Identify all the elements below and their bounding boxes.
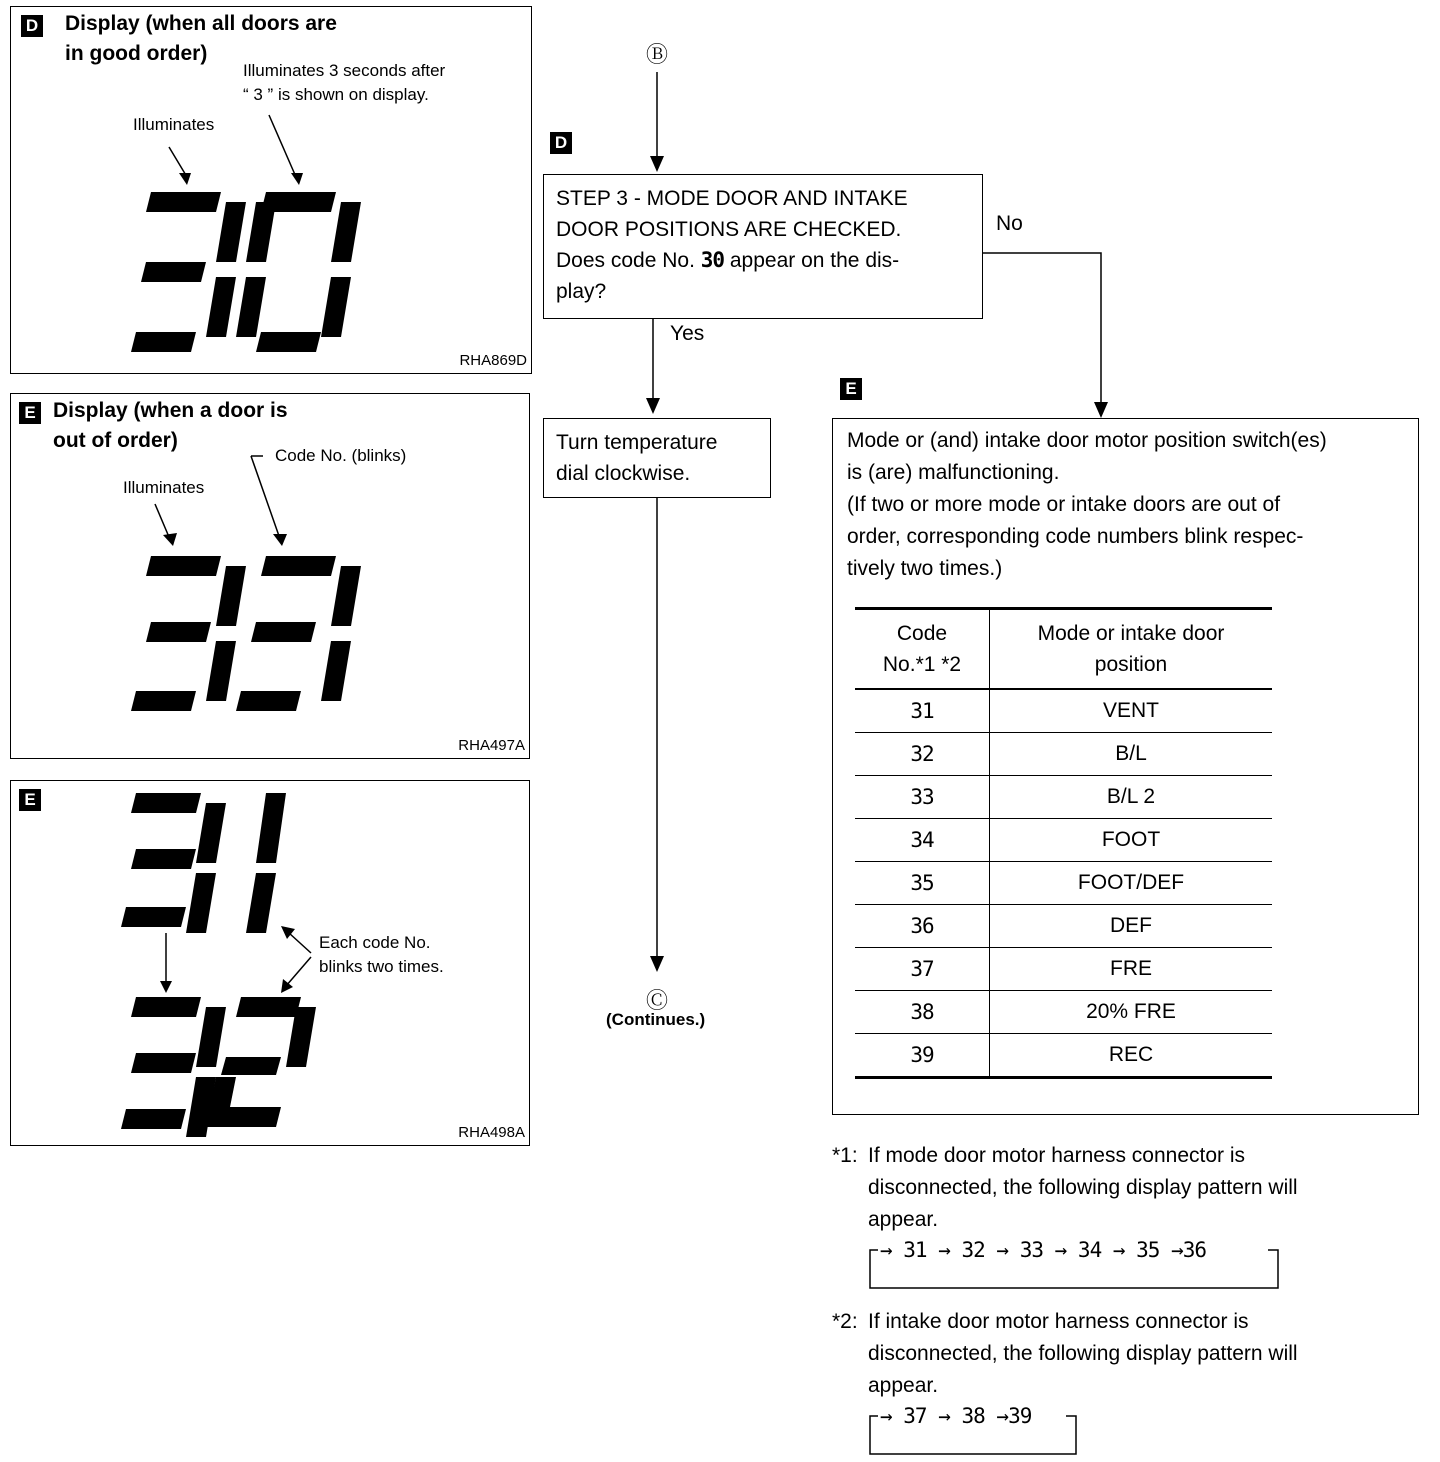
panel-title-line: Display (when all doors are (65, 12, 337, 35)
table-row: 31 VENT (855, 689, 1272, 733)
box-line: Turn temperature (556, 431, 718, 454)
table-row: 36 DEF (855, 905, 1272, 948)
footnote-2-mark: *2: (832, 1310, 858, 1333)
result-badge: E (840, 378, 862, 400)
table-row: 39 REC (855, 1034, 1272, 1078)
result-line: (If two or more mode or intake doors are out of (847, 493, 1281, 516)
footnote-2-text: If intake door motor harness connector is disconnected, the following display pattern will appear. (868, 1310, 1298, 1397)
annotation-illuminates: Illuminates (123, 478, 205, 497)
step-badge: D (550, 132, 572, 154)
figure-ref: RHA498A (458, 1124, 525, 1141)
code-30: 30 (700, 248, 725, 272)
panel-title-line: in good order) (65, 42, 208, 65)
panel-title-line: Display (when a door is (53, 399, 288, 422)
table-row: 37 FRE (855, 948, 1272, 991)
annotation-each-code: Each code No. (319, 933, 431, 952)
box-line: dial clockwise. (556, 462, 691, 485)
result-line: is (are) malfunctioning. (847, 461, 1060, 484)
start-marker-b: Ⓑ (646, 42, 669, 67)
footnote-1-text: If mode door motor harness connector is disconnected, the following display pattern will appear. (868, 1144, 1298, 1231)
step-question-end: play? (556, 280, 607, 303)
footnote-2-pattern: → 37 → 38 →39 (880, 1404, 1032, 1428)
table-row: 32 B/L (855, 733, 1272, 776)
table-row: 35 FOOT/DEF (855, 862, 1272, 905)
panel-title-line: out of order) (53, 429, 178, 452)
panel-badge: E (19, 402, 41, 424)
footnote-1-pattern: → 31 → 32 → 33 → 34 → 35 →36 (880, 1238, 1207, 1262)
result-line: tively two times.) (847, 557, 1003, 580)
no-label: No (996, 212, 1023, 235)
table-row: 38 20% FRE (855, 991, 1272, 1034)
table-header: Code No.*1 *2 Mode or intake door position (855, 609, 1272, 690)
table-row: 33 B/L 2 (855, 776, 1272, 819)
annotation-shown-on-display: “ 3 ” is shown on display. (243, 85, 429, 104)
step-question: Does code No. 30 appear on the dis- (556, 248, 900, 272)
continues-label: (Continues.) (606, 1010, 706, 1029)
end-marker-c: Ⓒ (646, 988, 669, 1013)
panel-badge: D (21, 15, 43, 37)
step-line: DOOR POSITIONS ARE CHECKED. (556, 218, 902, 241)
step-line: STEP 3 - MODE DOOR AND INTAKE (556, 187, 908, 210)
panel-badge: E (19, 789, 41, 811)
annotation-blinks-twice: blinks two times. (319, 957, 444, 976)
annotation-illuminates: Illuminates (133, 115, 215, 134)
result-line: order, corresponding code numbers blink respec- (847, 525, 1304, 548)
annotation-code-blinks: Code No. (blinks) (275, 446, 407, 465)
annotation-illuminates-after: Illuminates 3 seconds after (243, 61, 446, 80)
footnote-1-mark: *1: (832, 1144, 858, 1167)
result-line: Mode or (and) intake door motor position switch(es) (847, 429, 1327, 452)
yes-label: Yes (670, 322, 705, 345)
table-row: 34 FOOT (855, 819, 1272, 862)
figure-ref: RHA869D (459, 352, 527, 369)
figure-ref: RHA497A (458, 737, 525, 754)
